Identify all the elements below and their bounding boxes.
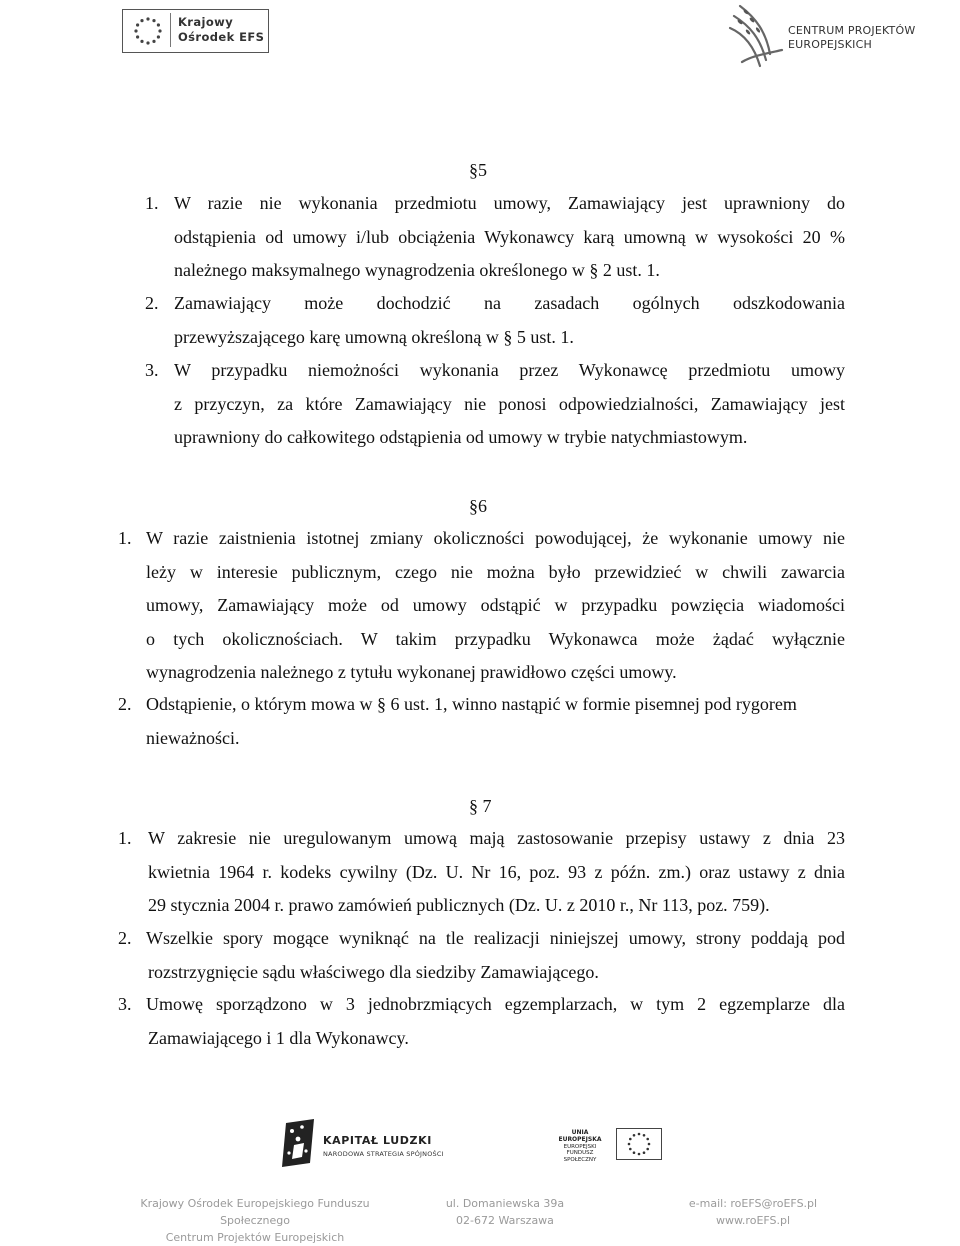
kapital-ludzki-icon [280, 1117, 320, 1169]
section-6-item-2-line: Odstąpienie, o którym mowa w § 6 ust. 1, winno nastąpić w formie pisemnej pod rygorem [146, 694, 797, 714]
section-5-item-1-line: W razie nie wykonania przedmiotu umowy, Zamawiający jest uprawniony do [174, 193, 845, 213]
section-6-item-1-line: W razie zaistnienia istotnej zmiany okoliczności powodującej, że wykonanie umowy nie [146, 528, 845, 548]
cpe-logo-line1: CENTRUM PROJEKTÓW [788, 24, 916, 37]
cpe-logo [726, 2, 926, 74]
section-5-item-1-line: należnego maksymalnego wynagrodzenia określonego w § 2 ust. 1. [174, 260, 660, 280]
section-6-item-1-line: umowy, Zamawiający może od umowy odstąpić w przypadku powzięcia wiadomości [146, 595, 845, 615]
footer-email[interactable]: e-mail: roEFS@roEFS.pl [688, 1197, 818, 1210]
section-6-item-2-line: nieważności. [146, 727, 240, 748]
section-5-item-2-line: przewyższającego karę umowną określoną w § 5 ust. 1. [174, 326, 574, 347]
eu-logo-text [550, 1130, 610, 1164]
section-6-item-1-line: o tych okolicznościach. W takim przypadku Wykonawca może żądać wyłącznie [146, 628, 845, 649]
section-7-item-1-number: 1. [118, 828, 132, 848]
section-5-item-1-number: 1. [145, 193, 159, 213]
section-7-item-2-line: Wszelkie spory mogące wyniknąć na tle realizacji niniejszej umowy, strony poddają pod [146, 928, 845, 948]
eu-flag-icon [126, 13, 171, 47]
section-5-item-3-line: uprawniony do całkowitego odstąpienia od umowy w trybie natychmiastowym. [174, 427, 748, 447]
section-6-item-1-number: 1. [118, 528, 132, 548]
section-6-item-1-line: wynagrodzenia należnego z tytułu wykonanej prawidłowo części umowy. [146, 662, 677, 682]
kofs-logo-line2: Ośrodek EFS [178, 30, 265, 44]
section-5-item-2-line: Zamawiający może dochodzić na zasadach ogólnych odszkodowania [174, 293, 845, 313]
footer-website[interactable]: www.roEFS.pl [715, 1214, 791, 1227]
section-7-title: § 7 [469, 796, 492, 816]
section-5-item-2-number: 2. [145, 293, 159, 313]
footer-address-line1: ul. Domaniewska 39a [445, 1197, 565, 1210]
eu-logo-line2: EUROPEJSKI [563, 1143, 597, 1150]
kapital-ludzki-subtitle: NARODOWA STRATEGIA SPÓJNOŚCI [323, 1150, 444, 1158]
section-7-item-3-line: Zamawiającego i 1 dla Wykonawcy. [148, 1027, 409, 1048]
cpe-logo-line2: EUROPEJSKICH [788, 38, 872, 51]
section-7-item-2-number: 2. [118, 928, 132, 948]
eu-logo-line3: FUNDUSZ SPOŁECZNY [563, 1150, 597, 1164]
footer-org-line2: Centrum Projektów Europejskich [165, 1231, 345, 1244]
section-5-item-1-line: odstąpienia od umowy i/lub obciążenia Wykonawcy karą umowną w wysokości 20 % [174, 226, 845, 247]
section-7-item-1-line: 29 stycznia 2004 r. prawo zamówień publicznych (Dz. U. z 2010 r., Nr 113, poz. 759). [148, 895, 770, 915]
kofs-logo [122, 9, 269, 53]
section-6-item-1 [146, 522, 845, 690]
section-5-title: §5 [469, 160, 487, 180]
section-5-item-3-line: W przypadku niemożności wykonania przez Wykonawcę przedmiotu umowy [174, 360, 845, 380]
kofs-logo-line1: Krajowy [178, 15, 234, 29]
footer-address-line2: 02-672 Warszawa [456, 1214, 554, 1227]
eu-logo-line1: UNIA EUROPEJSKA [558, 1129, 602, 1143]
cpe-logo-text [788, 24, 915, 52]
footer-contact [658, 1195, 848, 1229]
section-6-item-1-line: leży w interesie publicznym, czego nie można było przewidzieć w chwili zawarcia [146, 561, 845, 582]
section-5-item-2 [174, 287, 845, 354]
section-5-item-3 [174, 354, 845, 455]
kapital-ludzki-logo [280, 1117, 444, 1169]
section-6-title: §6 [469, 496, 487, 516]
section-7-item-1-line: kwietnia 1964 r. kodeks cywilny (Dz. U. Nr 16, poz. 93 z późn. zm.) oraz ustawy z dnia [148, 861, 845, 882]
section-7-item-1-line: W zakresie nie uregulowanym umową mają zastosowanie przepisy ustawy z dnia 23 [148, 828, 845, 848]
section-7-item-2 [146, 922, 845, 989]
eu-logo [550, 1128, 662, 1164]
kofs-logo-text [178, 15, 264, 45]
section-6-item-2 [146, 688, 845, 755]
eu-flag-icon [616, 1128, 662, 1160]
kapital-ludzki-title: KAPITAŁ LUDZKI [323, 1134, 432, 1147]
wheat-swoosh-icon [726, 2, 790, 74]
section-6-item-2-number: 2. [118, 694, 132, 714]
section-5-item-3-number: 3. [145, 360, 159, 380]
footer-address [430, 1195, 580, 1229]
section-7-item-1 [148, 822, 845, 923]
footer-org-line1: Krajowy Ośrodek Europejskiego Funduszu Społecznego [140, 1197, 370, 1227]
section-7-item-3-number: 3. [118, 994, 132, 1014]
section-7-item-2-line: rozstrzygnięcie sądu właściwego dla siedziby Zamawiającego. [148, 961, 599, 982]
section-7-item-3-line: Umowę sporządzono w 3 jednobrzmiących egzemplarzach, w tym 2 egzemplarze dla [146, 994, 845, 1014]
section-7-item-3 [146, 988, 845, 1055]
section-5-item-1 [174, 187, 845, 288]
section-5-item-3-line: z przyczyn, za które Zamawiający nie ponosi odpowiedzialności, Zamawiający jest [174, 393, 845, 414]
